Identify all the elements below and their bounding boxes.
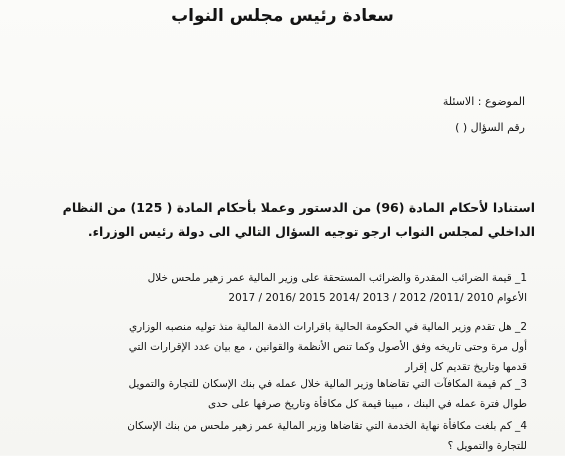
- intro-paragraph: [35, 196, 535, 244]
- question-line: 1_ قيمة الضرائب المقدرة والضرائب المستحقة على وزير المالية عمر زهير ملحس خلال: [147, 272, 527, 284]
- question-line: أول مرة وحتى تاريخه وفق الأصول وكما تنص الأنظمة والقوانين ، مع بيان عدد الإقرارات التي: [128, 341, 527, 353]
- question-line: طوال فترة عمله في البنك ، مبينا قيمة كل مكافأة وتاريخ صرفها على حدى: [207, 398, 527, 410]
- question-item-3: [32, 374, 527, 414]
- question-line: 3_ كم قيمة المكافآت التي تقاضاها وزير المالية خلال عمله في بنك الإسكان للتجارة والتمويل: [128, 378, 527, 390]
- question-number-line: رقم السؤال ( ): [455, 121, 525, 134]
- question-item-4: [32, 416, 527, 456]
- question-line: 2_ هل تقدم وزير المالية في الحكومة الحالية باقرارات الذمة المالية منذ توليه منصبه الوزاري: [128, 321, 527, 333]
- document-title: سعادة رئيس مجلس النواب: [171, 6, 394, 26]
- question-item-2: [32, 317, 527, 377]
- question-item-1: [32, 268, 527, 308]
- question-line: للتجارة والتمويل ؟: [447, 440, 527, 452]
- question-line: 4_ كم بلغت مكافأة نهاية الخدمة التي تقاضاها وزير المالية عمر زهير ملحس من بنك الإسكان: [127, 420, 527, 432]
- intro-line: استنادا لأحكام المادة (96) من الدستور وعملا بأحكام المادة ( 125) من النظام: [62, 200, 535, 215]
- question-line: قدمها وتاريخ تقديم كل إقرار: [405, 361, 527, 373]
- question-line: الأعوام 2010 /2011/ 2012 / 2013 /2014 2015 /2016 / 2017: [228, 292, 527, 304]
- subject-line: الموضوع : الاسئلة: [442, 95, 525, 108]
- intro-line: الداخلي لمجلس النواب ارجو توجيه السؤال التالي الى دولة رئيس الوزراء.: [87, 224, 535, 239]
